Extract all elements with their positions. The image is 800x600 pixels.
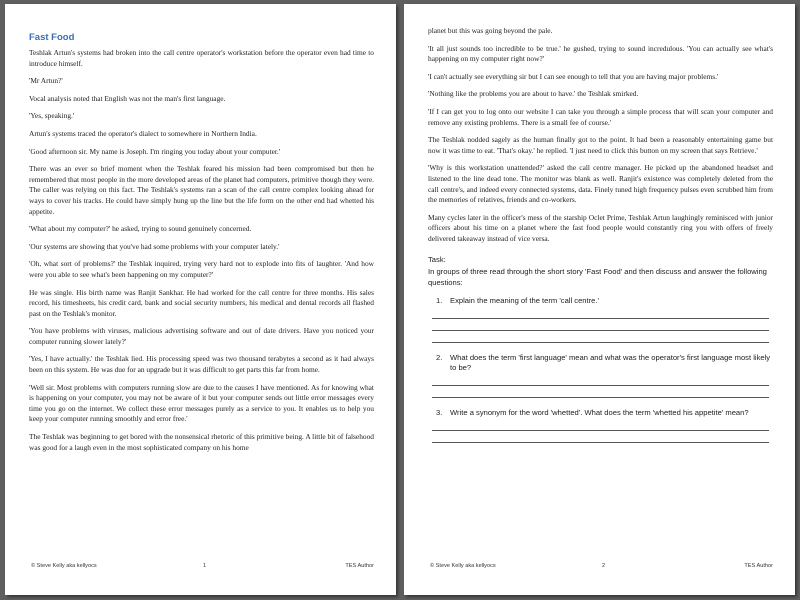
paragraph: Vocal analysis noted that English was not the man's first language. — [29, 93, 226, 103]
answer-line[interactable] — [432, 342, 769, 343]
paragraph: 'What about my computer?' he asked, trying to sound genuinely concerned. — [29, 224, 252, 234]
question-text: Explain the meaning of the term 'call centre.' — [450, 296, 599, 306]
paragraph: planet but this was going beyond the pale. — [428, 26, 553, 35]
footer-copyright: © Steve Kelly aka kellyocs — [430, 563, 496, 569]
page-2-body — [428, 26, 773, 559]
answer-line[interactable] — [432, 330, 769, 331]
paragraph: He was single. His birth name was Ranjit Sankhar. He had worked for the call centre for three months. His sales record, his timesheets, his credit card, bank and social security numbers, his medical and dental records all flashed past on the Teshlak's monitor. — [29, 287, 374, 318]
footer-copyright: © Steve Kelly aka kellyocs — [31, 563, 97, 569]
question-1 — [428, 296, 773, 343]
answer-line[interactable] — [432, 442, 769, 443]
paragraph: 'It all just sounds too incredible to be true.' he gushed, trying to sound incredulous. 'You can actually see what's happening on my computer right now?' — [428, 43, 773, 64]
document-page-2 — [404, 4, 795, 595]
paragraph: The Teshlak was beginning to get bored with the nonsensical rhetoric of this primitive being. A little bit of falsehood was good for a laugh even in the most sophisticated company on his home — [29, 432, 374, 452]
story-title: Fast Food — [29, 32, 75, 43]
paragraph: Teshlak Artun's systems had broken into the call centre operator's workstation before the operator even had time to introduce himself. — [29, 48, 374, 68]
question-number: 2. — [436, 352, 443, 362]
answer-line[interactable] — [432, 318, 769, 319]
paragraph: 'Why is this workstation unattended?' asked the call centre manager. He picked up the abandoned headset and listened to the line dead tone. The monitor was blank as well. Ranjit's existence was completely deleted from the call centre's, and indeed every connected systems, data. Finely tuned high frequency pulses even scrubbed him from the memories of relatives, friends and co-workers. — [428, 163, 773, 205]
paragraph: 'Yes, speaking.' — [29, 111, 75, 121]
task-section — [428, 255, 773, 443]
paragraph: 'I can't actually see everything sir but I can see enough to tell that you are having major problems.' — [428, 71, 719, 81]
footer-page-number: 2 — [602, 563, 606, 569]
answer-line[interactable] — [432, 385, 769, 386]
paragraph: 'Oh, what sort of problems?' the Teshlak inquired, trying very hard not to explode into fits of laughter. 'And how were you able to see what's been happening on my computer?' — [29, 259, 374, 279]
question-text: What does the term 'first language' mean and what was the operator's first language most likely to be? — [450, 352, 771, 373]
question-2 — [428, 353, 773, 398]
task-heading: Task: — [428, 254, 446, 264]
task-intro: In groups of three read through the short story 'Fast Food' and then discuss and answer the following questions: — [428, 267, 767, 287]
paragraph: There was an ever so brief moment when the Teshlak feared his mission had been compromised but then he remembered that most people in the more developed areas of the planet had computers, primitive though they were. The caller was relying on this fact. The Teshlak's systems ran a scan of the call centre complex looking ahead for ways to cover his tracks. He could have simply hung up the line but the life form on the other end had whetted his appetite. — [29, 164, 374, 216]
paragraph: 'Mr Artun?' — [29, 76, 63, 86]
paragraph: 'Good afternoon sir. My name is Joseph. I'm ringing you today about your computer.' — [29, 146, 281, 156]
paragraph: 'Nothing like the problems you are about to have.' the Teshlak smirked. — [428, 89, 639, 99]
page-footer — [430, 563, 773, 571]
footer-page-number: 1 — [203, 563, 207, 569]
question-text: Write a synonym for the word 'whetted'. What does the term 'whetted his appetite' mean? — [450, 408, 749, 418]
paragraph: Many cycles later in the officer's mess of the starship Oclet Prime, Teshlak Artun laughingly reminisced with junior officers about his time on a planet where the fast food people would constantly ring you with offers of freely delivered takeaway instead of vice versa. — [428, 212, 773, 243]
page-1-body — [29, 32, 374, 559]
answer-line[interactable] — [432, 397, 769, 398]
answer-line[interactable] — [432, 430, 769, 431]
paragraph: 'Yes, I have actually.' the Teshlak lied. His processing speed was two thousand terabytes a second as it had always been on this system. He was due for an upgrade but it was difficult to get parts this far from home. — [29, 354, 374, 375]
question-3 — [428, 408, 773, 443]
paragraph: The Teshlak nodded sagely as the human finally got to the point. It had been a reasonably entertaining game but now it was time to eat. 'That's okay.' he replied. 'I just need to click this button on my screen that says Retrieve.' — [428, 135, 773, 155]
paragraph: Artun's systems traced the operator's dialect to somewhere in Northern India. — [29, 128, 257, 138]
paragraph: 'Our systems are showing that you've had some problems with your computer lately.' — [29, 241, 280, 251]
paragraph: 'Well sir. Most problems with computers running slow are due to the causes I have mentioned. As for knowing what is happening on your computer, you may not be aware of it but your computer sends out little error messages every time you go on the internet. We collect these error messages purely as a service to you. It enables us to help you keep your computer running smoothly and error free.' — [29, 382, 374, 424]
footer-author: TES Author — [345, 563, 374, 569]
page-footer — [31, 563, 374, 571]
paragraph: 'You have problems with viruses, malicious advertising software and out of date drivers. Have you noticed your computer running slower lately?' — [29, 326, 374, 346]
paragraph: 'If I can get you to log onto our website I can take you through a simple process that will scan your computer and remove any existing problems. There is a small fee of course.' — [428, 106, 773, 127]
question-number: 1. — [436, 296, 443, 306]
footer-author: TES Author — [744, 563, 773, 569]
question-number: 3. — [436, 408, 443, 418]
document-page-1 — [5, 4, 396, 595]
